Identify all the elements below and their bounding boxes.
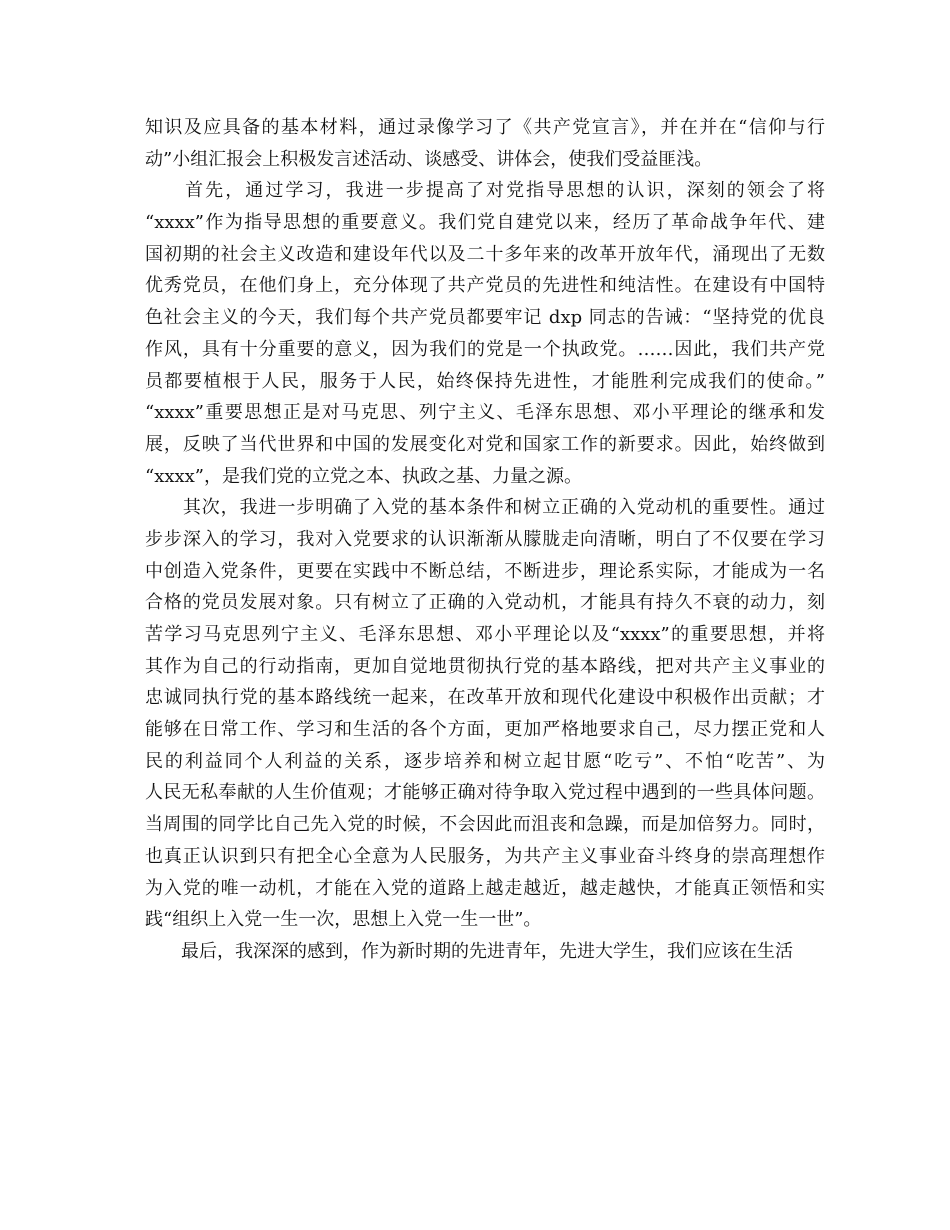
text-line: 苦学习马克思列宁主义、毛泽东思想、邓小平理论以及“xxxx”的重要思想，并将 [145, 624, 825, 645]
text-line: 员都要植根于人民，服务于人民，始终保持先进性，才能胜利完成我们的使命。” [145, 370, 825, 392]
paragraph [145, 112, 825, 175]
text-line: 知识及应具备的基本材料，通过录像学习了《共产党宣言》，并在并在“信仰与行 [145, 117, 825, 138]
document-body [145, 112, 825, 968]
text-line: 民的利益同个人利益的关系，逐步培养和树立起甘愿“吃亏”、不怕“吃苦”、为 [145, 750, 825, 772]
text-line: 最后，我深深的感到，作为新时期的先进青年，先进大学生，我们应该在生活 [145, 940, 793, 962]
text-line: 当周围的同学比自己先入党的时候，不会因此而沮丧和急躁，而是加倍努力。同时， [145, 814, 825, 836]
text-line: 中创造入党条件，更要在实践中不断总结，不断进步，理论系实际，才能成为一名 [145, 560, 825, 582]
text-line: 其次，我进一步明确了入党的基本条件和树立正确的入党动机的重要性。通过 [145, 497, 825, 519]
text-line: 践“组织上入党一生一次，思想上入党一生一世”。 [145, 909, 542, 931]
text-line: 忠诚同执行党的基本路线统一起来，在改革开放和现代化建设中积极作出贡献；才 [145, 687, 825, 709]
text-line: 为入党的唯一动机，才能在入党的道路上越走越近，越走越快，才能真正领悟和实 [145, 877, 825, 899]
text-line: 其作为自己的行动指南，更加自觉地贯彻执行党的基本路线，把对共产主义事业的 [145, 655, 825, 677]
text-line: 色社会主义的今天，我们每个共产党员都要牢记 dxp 同志的告诫：“坚持党的优良 [145, 307, 825, 329]
text-line: 展，反映了当代世界和中国的发展变化对党和国家工作的新要求。因此，始终做到 [145, 433, 825, 455]
text-line: “xxxx”作为指导思想的重要意义。我们党自建党以来，经历了革命战争年代、建 [145, 212, 825, 234]
text-line: 作风，具有十分重要的意义，因为我们的党是一个执政党。……因此，我们共产党 [145, 338, 825, 360]
text-line: 人民无私奉献的人生价值观；才能够正确对待争取入党过程中遇到的一些具体问题。 [145, 782, 825, 804]
text-line: 合格的党员发展对象。只有树立了正确的入党动机，才能具有持久不衰的动力，刻 [145, 592, 825, 614]
text-line: 步步深入的学习，我对入党要求的认识渐渐从朦胧走向清晰，明白了不仅要在学习 [145, 528, 825, 550]
text-line: 国初期的社会主义改造和建设年代以及二十多年来的改革开放年代，涌现出了无数 [145, 243, 825, 265]
paragraph [145, 936, 825, 968]
text-line: 能够在日常工作、学习和生活的各个方面，更加严格地要求自己，尽力摆正党和人 [145, 719, 825, 741]
text-line: 也真正认识到只有把全心全意为人民服务，为共产主义事业奋斗终身的崇高理想作 [145, 845, 825, 867]
text-line: “xxxx”重要思想正是对马克思、列宁主义、毛泽东思想、邓小平理论的继承和发 [145, 402, 825, 424]
text-line: 动”小组汇报会上积极发言述活动、谈感受、讲体会，使我们受益匪浅。 [145, 148, 713, 170]
paragraph [145, 175, 825, 492]
paragraph [145, 492, 825, 936]
text-line: 优秀党员，在他们身上，充分体现了共产党员的先进性和纯洁性。在建设有中国特 [145, 275, 825, 297]
text-line: “xxxx”，是我们党的立党之本、执政之基、力量之源。 [145, 465, 583, 487]
text-line: 首先，通过学习，我进一步提高了对党指导思想的认识，深刻的领会了将 [145, 180, 825, 202]
